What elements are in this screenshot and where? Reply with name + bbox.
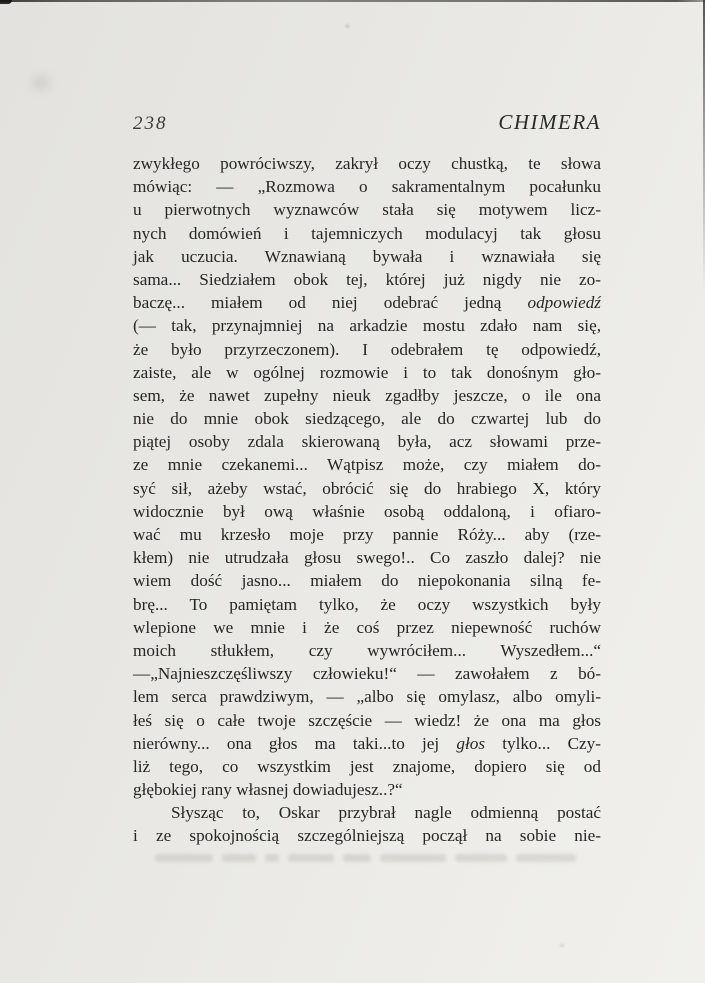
text-line: (— tak, przynajmniej na arkadzie mostu zdało nam się, xyxy=(133,316,601,336)
text-line: kłem) nie utrudzała głosu swego!.. Co zaszło dalej? nie xyxy=(133,548,601,568)
text-line: nych domówień i tajemniczych modulacyj tak głosu xyxy=(133,223,601,243)
page-number: 238 xyxy=(133,113,168,134)
scan-edge-corner-mark xyxy=(0,0,12,4)
page-header xyxy=(133,110,601,138)
text-line: baczę... miałem od niej odebrać jedną odpowiedź xyxy=(133,293,601,313)
text-line: sama... Siedziałem obok tej, której już nigdy nie zo- xyxy=(133,269,601,289)
text-line: syć sił, ażeby wstać, obrócić się do hrabiego X, który xyxy=(133,478,601,498)
text-line: moich stłukłem, czy wywróciłem... Wyszedłem...“ xyxy=(133,640,601,660)
text-line: u pierwotnych wyznawców stała się motywem licz- xyxy=(133,200,601,220)
text-line: nie do mnie obok siedzącego, ale do czwartej lub do xyxy=(133,409,601,429)
journal-title: CHIMERA xyxy=(498,110,601,134)
text-line: liż tego, co wszystkim jest znajome, dopiero się od xyxy=(133,756,601,776)
text-line: zaiste, ale w ogólnej rozmowie i to tak donośnym gło- xyxy=(133,362,601,382)
text-line: sem, że nawet zupełny nieuk zgadłby jeszcze, o ile ona xyxy=(133,385,601,405)
text-line: łeś się o całe twoje szczęście — wiedz! że ona ma głos xyxy=(133,710,601,730)
text-line: że było przyrzeczonem). I odebrałem tę odpowiedź, xyxy=(133,339,601,359)
text-line: nierówny... ona głos ma taki...to jej głos tylko... Czy- xyxy=(133,733,601,753)
text-line: piątej osoby zdala skierowaną była, acz słowami prze- xyxy=(133,432,601,452)
paper-speck xyxy=(346,24,349,28)
text-line: wiem dość jasno... miałem do niepokonania silną fe- xyxy=(133,571,601,591)
paper-smudge xyxy=(32,76,50,90)
text-block xyxy=(133,152,601,848)
text-line: ze mnie czekanemi... Wątpisz może, czy miałem do- xyxy=(133,455,601,475)
paper-speck xyxy=(560,944,564,947)
text-line: i ze spokojnością szczególniejszą począł na sobie nie- xyxy=(133,826,601,846)
text-line: mówiąc: — „Rozmowa o sakramentalnym pocałunku xyxy=(133,177,601,197)
text-line: lem serca prawdziwym, — „albo się omylasz, albo omyli- xyxy=(133,687,601,707)
text-line: brę... To pamiętam tylko, że oczy wszystkich były xyxy=(133,594,601,614)
text-line: widocznie był ową właśnie osobą oddaloną, i ofiaro- xyxy=(133,501,601,521)
bleed-through-ghost-text xyxy=(155,851,591,864)
text-line: —„Najnieszczęśliwszy człowieku!“ — zawołałem z bó- xyxy=(133,664,601,684)
text-line: jak uczucia. Wznawianą bywała i wznawiała się xyxy=(133,246,601,266)
text-line: wlepione we mnie i że coś przez niepewność ruchów xyxy=(133,617,601,637)
text-line: głębokiej rany własnej dowiadujesz..?“ xyxy=(133,780,403,800)
text-line: Słysząc to, Oskar przybrał nagle odmienną postać xyxy=(171,803,601,823)
scan-edge-top xyxy=(0,0,705,2)
text-line: zwykłego powróciwszy, zakrył oczy chustką, te słowa xyxy=(133,154,601,173)
text-line: wać mu krzesło moje przy pannie Róży... aby (rze- xyxy=(133,525,601,544)
